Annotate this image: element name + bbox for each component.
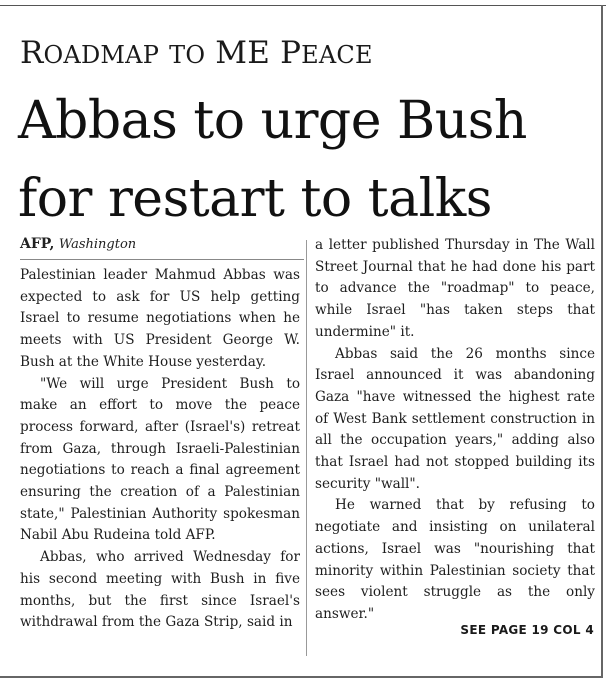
paragraph: Abbas, who arrived Wednesday for his second meeting with Bush in five months, but the first since Israel's withdrawal from the Gaza Strip, said in [20, 549, 300, 631]
paragraph: a letter published Thursday in The Wall Street Journal that he had done his part to advance the "roadmap" to peace, while Israel "has taken steps that undermine" it. [315, 237, 595, 340]
frame-top-rule [0, 5, 606, 6]
jump-line[interactable]: SEE PAGE 19 COL 4 [460, 623, 594, 637]
article-column-2 [315, 235, 595, 626]
headline: Abbas to urge Bush for restart to talks [18, 91, 527, 229]
column-rule [306, 240, 307, 656]
frame-bottom-rule [0, 676, 603, 678]
paragraph: Palestinian leader Mahmud Abbas was expected to ask for US help getting Israel to resume negotiations when he meets with US President George W. Bush at the White House yesterday. [20, 267, 300, 370]
kicker: ROADMAP TO ME PEACE [20, 35, 373, 71]
byline-place: Washington [58, 237, 137, 252]
paragraph: He warned that by refusing to negotiate and insisting on unilateral actions, Israel was "nourishing that minority within Palestinian society that sees violent struggle as the only answer." [315, 497, 595, 622]
byline-agency: AFP, [20, 236, 55, 252]
byline [20, 236, 136, 252]
paragraph: Abbas said the 26 months since Israel announced it was abandoning Gaza "have witnessed the highest rate of West Bank settlement construction in all the occupation years," adding also that Israel had not stopped building its security "wall". [315, 345, 595, 492]
byline-rule [20, 259, 304, 260]
article-column-1 [20, 265, 300, 634]
paragraph: "We will urge President Bush to make an effort to move the peace process forward, after (Israel's) retreat from Gaza, through Israeli-Palestinian negotiations to reach a final agreement ensuring the creation of a Palestinian state," Palestinian Authority spokesman Nabil Abu Rudeina told AFP. [20, 375, 300, 544]
